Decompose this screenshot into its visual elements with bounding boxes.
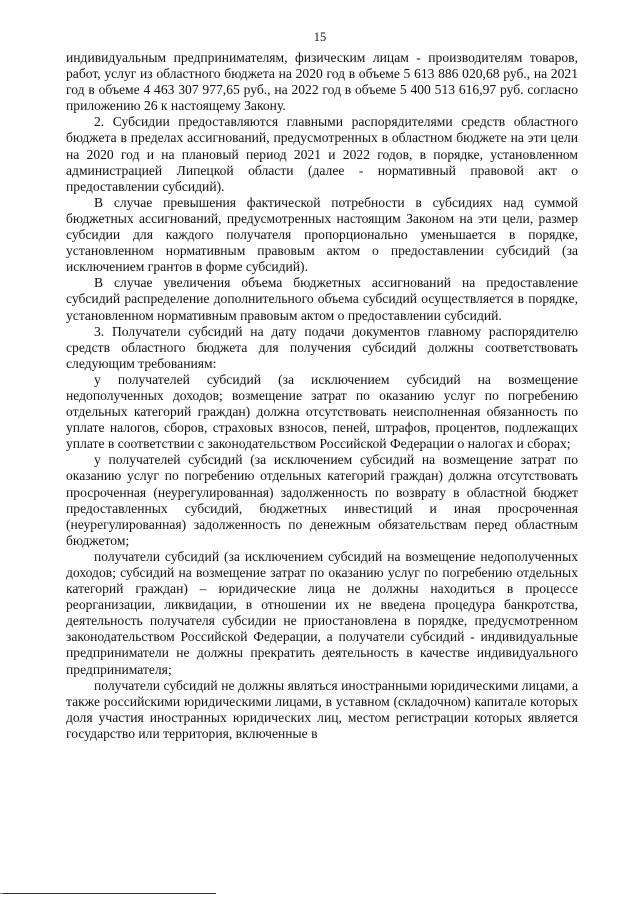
paragraph-4: В случае увеличения объема бюджетных ассигнований на предоставление субсидий распределение дополнительного объема субсидий осуществляется в порядке, установленном нормативным правовым актом о предоставлении субсидий. bbox=[66, 275, 578, 323]
paragraph-5: 3. Получатели субсидий на дату подачи документов главному распорядителю средств областного бюджета для получения субсидий должны соответствовать следующим требованиям: bbox=[66, 323, 578, 371]
paragraph-3: В случае превышения фактической потребности в субсидиях над суммой бюджетных ассигнований, предусмотренных настоящим Законом на эти цели, размер субсидии для каждого получателя пропорционально уменьшается в порядке, установленном нормативным правовым актом о предоставлении субсидий (за исключением грантов в форме субсидий). bbox=[66, 194, 578, 275]
paragraph-2: 2. Субсидии предоставляются главными распорядителями средств областного бюджета в пределах ассигнований, предусмотренных в областном бюджете на эти цели на 2020 год и на плановый период 2021 и 2022 годов, в порядке, установленном администрацией Липецкой области (далее - нормативный правовой акт о предоставлении субсидий). bbox=[66, 114, 578, 194]
footnote-rule bbox=[3, 893, 216, 894]
paragraph-1: индивидуальным предпринимателям, физическим лицам - производителям товаров, работ, услуг из областного бюджета на 2020 год в объеме 5 613 886 020,68 руб., на 2021 год в объеме 4 463 307 977,65 руб., на 2022 год в объеме 5 400 513 616,97 руб. согласно приложению 26 к настоящему Закону. bbox=[66, 50, 578, 114]
document-body bbox=[66, 50, 578, 742]
paragraph-6: у получателей субсидий (за исключением субсидий на возмещение недополученных доходов; возмещение затрат по оказанию услуг по погребению отдельных категорий граждан) должна отсутствовать неисполненная обязанность по уплате налогов, сборов, страховых взносов, пеней, штрафов, процентов, подлежащих уплате в соответствии с законодательством Российской Федерации о налогах и сборах; bbox=[66, 371, 578, 452]
paragraph-8: получатели субсидий (за исключением субсидий на возмещение недополученных доходов; субсидий на возмещение затрат по оказанию услуг по погребению отдельных категорий граждан) – юридические лица не должны находиться в процессе реорганизации, ликвидации, в отношении их не введена процедура банкротства, деятельность получателя субсидии не приостановлена в порядке, предусмотренном законодательством Российской Федерации, а получатели субсидий - индивидуальные предприниматели не должны прекратить деятельность в качестве индивидуального предпринимателя; bbox=[66, 548, 578, 677]
paragraph-9: получатели субсидий не должны являться иностранными юридическими лицами, а также российскими юридическими лицами, в уставном (складочном) капитале которых доля участия иностранных юридических лиц, местом регистрации которых является государство или территория, включенные в bbox=[66, 677, 578, 741]
page-number: 15 bbox=[313, 30, 327, 44]
paragraph-7: у получателей субсидий (за исключением субсидий на возмещение затрат по оказанию услуг по погребению отдельных категорий граждан) должна отсутствовать просроченная (неурегулированная) задолженность по возврату в областной бюджет предоставленных субсидий, бюджетных инвестиций и иная просроченная (неурегулированная) задолженность по денежным обязательствам перед областным бюджетом; bbox=[66, 452, 578, 548]
